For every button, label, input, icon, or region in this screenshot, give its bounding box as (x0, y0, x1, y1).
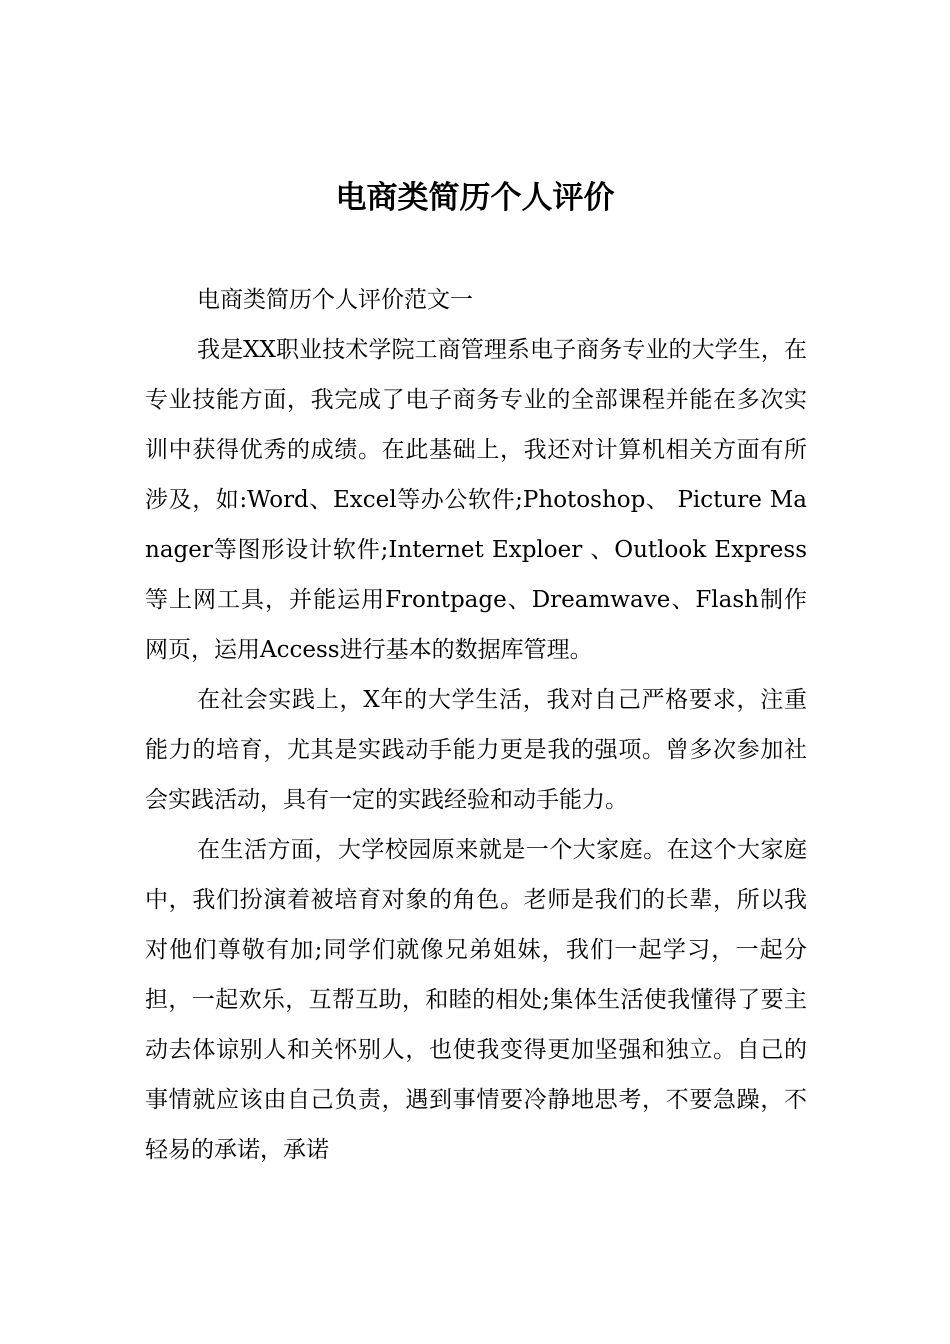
paragraph-practice: 在社会实践上，X年的大学生活，我对自己严格要求，注重能力的培育，尤其是实践动手能力更是我的强项。曾多次参加社会实践活动，具有一定的实践经验和动手能力。 (145, 687, 807, 813)
document-body (145, 275, 807, 1175)
section-subheading: 电商类简历个人评价范文一 (197, 287, 473, 313)
paragraph-life: 在生活方面，大学校园原来就是一个大家庭。在这个大家庭中，我们扮演着被培育对象的角色。老师是我们的长辈，所以我对他们尊敬有加;同学们就像兄弟姐妹，我们一起学习，一起分担，一起欢乐，互帮互助，和睦的相处;集体生活使我懂得了要主动去体谅别人和关怀别人，也使我变得更加坚强和独立。自己的事情就应该由自己负责，遇到事情要冷静地思考，不要急躁，不轻易的承诺，承诺 (145, 837, 807, 1163)
document-title: 电商类简历个人评价 (335, 180, 615, 216)
paragraph-skills: 我是XX职业技术学院工商管理系电子商务专业的大学生，在专业技能方面，我完成了电子商务专业的全部课程并能在多次实训中获得优秀的成绩。在此基础上，我还对计算机相关方面有所涉及，如:Word、Excel等办公软件;Photoshop、 Picture Manager等图形设计软件;Internet Exploer 、Outlook Express等上网工具，并能运用Frontpage、Dreamwave、Flash制作网页，运用Access进行基本的数据库管理。 (145, 337, 807, 663)
